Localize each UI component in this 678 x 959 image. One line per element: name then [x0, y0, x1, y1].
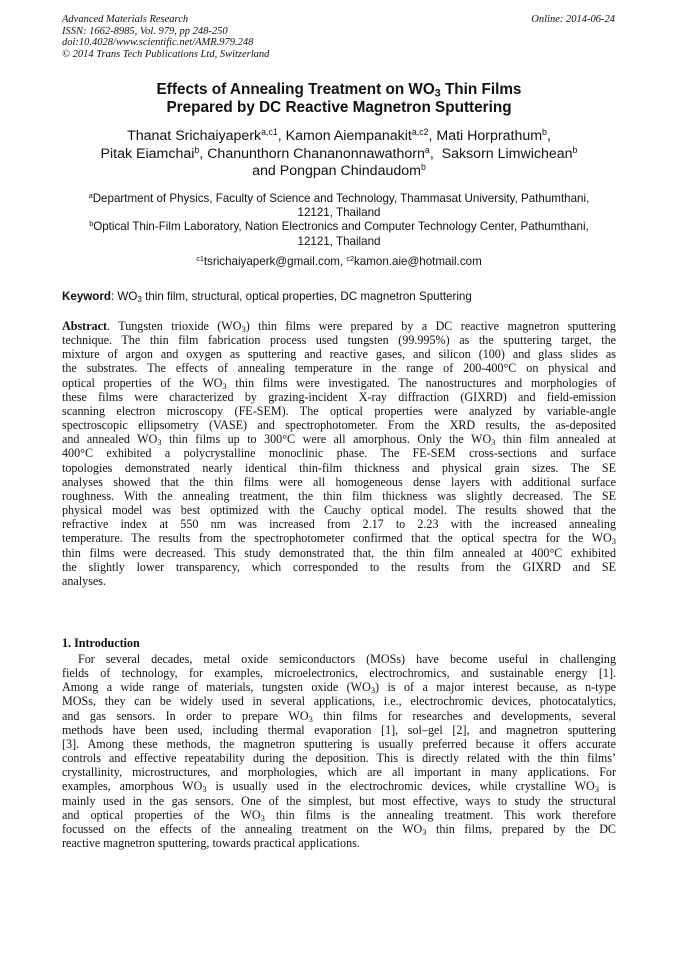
- author-affiliation-mark: b: [572, 144, 578, 155]
- author-line-3: [62, 163, 616, 181]
- author-list: [62, 128, 616, 181]
- author-name: Kamon Aiempanakit: [285, 128, 412, 144]
- journal-name: Advanced Materials Research: [62, 14, 189, 25]
- introduction-body: [62, 652, 616, 850]
- author-connector: and: [252, 163, 276, 179]
- email-mark: c2: [346, 254, 354, 264]
- author-affiliation-mark: a: [424, 144, 430, 155]
- introduction-line: MOSs, they can be widely used in several applications, i.e., electrochromic devices, photocatalytics,: [62, 694, 616, 709]
- affiliation-text: Department of Physics, Faculty of Science and Technology, Thammasat University, Pathumthani,: [92, 192, 590, 205]
- author-affiliation-mark: b: [542, 127, 547, 138]
- affiliation-mark: a: [88, 191, 93, 201]
- journal-issn: ISSN: 1662-8985, Vol. 979, pp 248-250: [62, 25, 228, 37]
- author-name: Chanunthorn Chananonnawathorn: [207, 145, 425, 162]
- email-link[interactable]: kamon.aie@hotmail.com: [354, 255, 482, 268]
- abstract-line: topologies demonstrated nearly identical thin-film thickness and physical grain sizes. The SE: [62, 460, 616, 475]
- abstract-text: . Tungsten trioxide $(WO_3)$ thin films were prepared by a DC reactive magnetron sputtering: [107, 319, 616, 335]
- journal-doi: doi:10.4028/www.scientific.net/AMR.979.248: [62, 37, 254, 49]
- introduction-line: focussed on the effects of the annealing treatment on the $WO_3$ thin films, prepared by the DC: [62, 821, 616, 837]
- abstract-line: [62, 319, 616, 333]
- abstract-line: thin films were decreased. This study demonstrated that, the thin film annealed at 400°C exhibited: [62, 545, 616, 560]
- affiliation-b-line-2: 12121, Thailand: [297, 234, 381, 248]
- keywords-label: Keyword: [62, 290, 111, 303]
- author-affiliation-mark: a,c2: [411, 127, 429, 138]
- author-line-1: Thanat Srichaiyaperk$^{a,c1}$, Kamon Aiempanakit$^{a,c2}$, Mati Horprathum$^b$,: [127, 127, 551, 144]
- introduction-line: mainly used in the gas sensors. One of the simplest, but most effective, ways to study the structural: [62, 793, 616, 808]
- title-line-2: Prepared by DC Reactive Magnetron Sputtering: [166, 99, 512, 116]
- abstract-line: scanning electron microscopy (FE-SEM). The optical properties were analyzed by variable-angle: [62, 403, 616, 418]
- author-line-2: Pitak Eiamchai$^b$, Chanunthorn Chananonnawathorn$^a$, Saksorn Limwichean$^b$: [100, 144, 578, 162]
- author-name: Pitak Eiamchai: [100, 145, 195, 162]
- abstract-line: mixture of argon and oxygen as sputtering and reactive gases, and silicon (100) and glass slides as: [62, 347, 616, 362]
- introduction-line: For several decades, metal oxide semiconductors (MOSs) have become useful in challenging: [78, 652, 616, 666]
- keywords-subscript: 3: [137, 295, 142, 305]
- author-affiliation-mark: a,c1: [261, 127, 278, 138]
- introduction-line: methods have been used, including thermal evaporation [1], sol–gel [2], and magnetron sputtering: [62, 722, 616, 737]
- abstract-line: physical model was best optimized with the Cauchy optical model. The results showed that the: [62, 503, 616, 518]
- author-name: Thanat Srichaiyaperk: [127, 128, 262, 144]
- keywords-text-a: : WO: [110, 290, 138, 303]
- introduction-line: and optical properties of the $WO_3$ thin films is the annealing treatment. This work therefore: [62, 807, 617, 823]
- abstract: [62, 319, 616, 588]
- affiliation-text: Optical Thin-Film Laboratory, Nation Electronics and Computer Technology Center, Pathumthani,: [93, 220, 589, 234]
- paper-title: [62, 81, 616, 117]
- introduction-line: Among a wide range of materials, tungsten oxide $(WO_3)$ is of a major interest because, as n-type: [62, 680, 616, 696]
- abstract-label: Abstract: [62, 319, 108, 333]
- abstract-line: the substrates. The effects of annealing temperature in the range of 200-400°C on physical and: [62, 361, 616, 376]
- title-subscript: 3: [434, 87, 441, 100]
- section-heading-introduction: 1. Introduction: [62, 636, 140, 650]
- author-name: Mati Horprathum: [436, 128, 543, 144]
- contact-emails: $^{c1}$tsrichaiyaperk@gmail.com, $^{c2}$kamon.aie@hotmail.com: [196, 254, 482, 268]
- keywords: [62, 290, 472, 303]
- abstract-line: and annealed $WO_3$ thin films up to 300°C were all amorphous. Only the $WO_3$ thin film annealed at: [62, 432, 616, 448]
- affiliations: [62, 192, 616, 249]
- abstract-line: analyses.: [62, 573, 106, 588]
- author-affiliation-mark: b: [420, 162, 426, 173]
- abstract-line: these films were characterized by grazing-incident X-ray diffraction (GIXRD) and field-emission: [62, 389, 616, 404]
- affiliation-a-line-2: 12121, Thailand: [297, 206, 381, 220]
- abstract-line: spectroscopic ellipsometry (VASE) and spectrophotometer. From the XRD results, the as-deposited: [62, 418, 616, 433]
- keywords-text-b: thin film, structural, optical properties, DC magnetron Sputtering: [141, 290, 472, 303]
- abstract-line: roughness. With the annealing treatment, the thin film thickness was slightly decreased. The SE: [62, 488, 616, 503]
- introduction-line: crystallinity, microstructures, and morphologies, which are all important in many applications. For: [62, 765, 616, 780]
- abstract-line: optical properties of the $WO_3$ thin films were investigated. The nanostructures and morphologies of: [62, 375, 617, 391]
- journal-header: [62, 14, 269, 60]
- online-date: [531, 14, 615, 26]
- online-date-text: Online: 2014-06-24: [531, 14, 615, 25]
- introduction-line: controls and effective repeatability during the deposition. This is directly related with the thin films’: [62, 751, 616, 766]
- introduction-line: [3]. Among these methods, the magnetron sputtering is usually preferred because it offers accurate: [62, 736, 616, 751]
- introduction-line: fields of technology, for examples, microelectronics, electrochromics, and sustainable energy [1].: [62, 666, 616, 681]
- author-name: Saksorn Limwichean: [441, 145, 573, 162]
- introduction-line: and gas sensors. In order to prepare $WO_3$ thin films for researches and developments, several: [62, 708, 616, 724]
- title-line-1: [62, 81, 616, 99]
- abstract-line: refractive index at 550 nm was increased from 2.17 to 2.23 with the increased annealing: [62, 517, 616, 532]
- abstract-line: 400°C exhibited a polycrystalline monoclinic phase. The FE-SEM cross-sections and surface: [62, 446, 616, 461]
- abstract-line: temperature. The results from the spectrophotometer confirmed that the optical spectra for the $WO_3$: [62, 531, 616, 547]
- introduction-line: examples, amorphous $WO_3$ is usually used in the electrochromic devices, while crystalline $WO_3$ is: [62, 779, 617, 795]
- email-mark: c1: [196, 254, 204, 264]
- title-text-b: Thin Films: [440, 81, 522, 98]
- affiliation-a-line-1: [62, 192, 616, 206]
- introduction-line: reactive magnetron sputtering, towards practical applications.: [62, 836, 360, 851]
- author-name: Pongpan Chindaudom: [279, 163, 421, 179]
- affiliation-mark: b: [89, 219, 94, 229]
- title-text-a: Effects of Annealing Treatment on WO: [156, 81, 435, 98]
- journal-copyright: © 2014 Trans Tech Publications Ltd, Switzerland: [62, 48, 270, 60]
- author-affiliation-mark: b: [194, 144, 200, 155]
- email-link[interactable]: tsrichaiyaperk@gmail.com: [203, 255, 340, 268]
- abstract-line: technique. The thin film fabrication process used tungsten (99.995%) as the sputtering target, the: [62, 333, 616, 348]
- affiliation-b-line-1: [62, 220, 616, 234]
- abstract-line: analyses showed that the thin films were all homogeneous dense layers with additional surface: [62, 474, 616, 489]
- abstract-line: the slightly lower transparency, which corresponded to the results from the GIXRD and SE: [62, 559, 616, 574]
